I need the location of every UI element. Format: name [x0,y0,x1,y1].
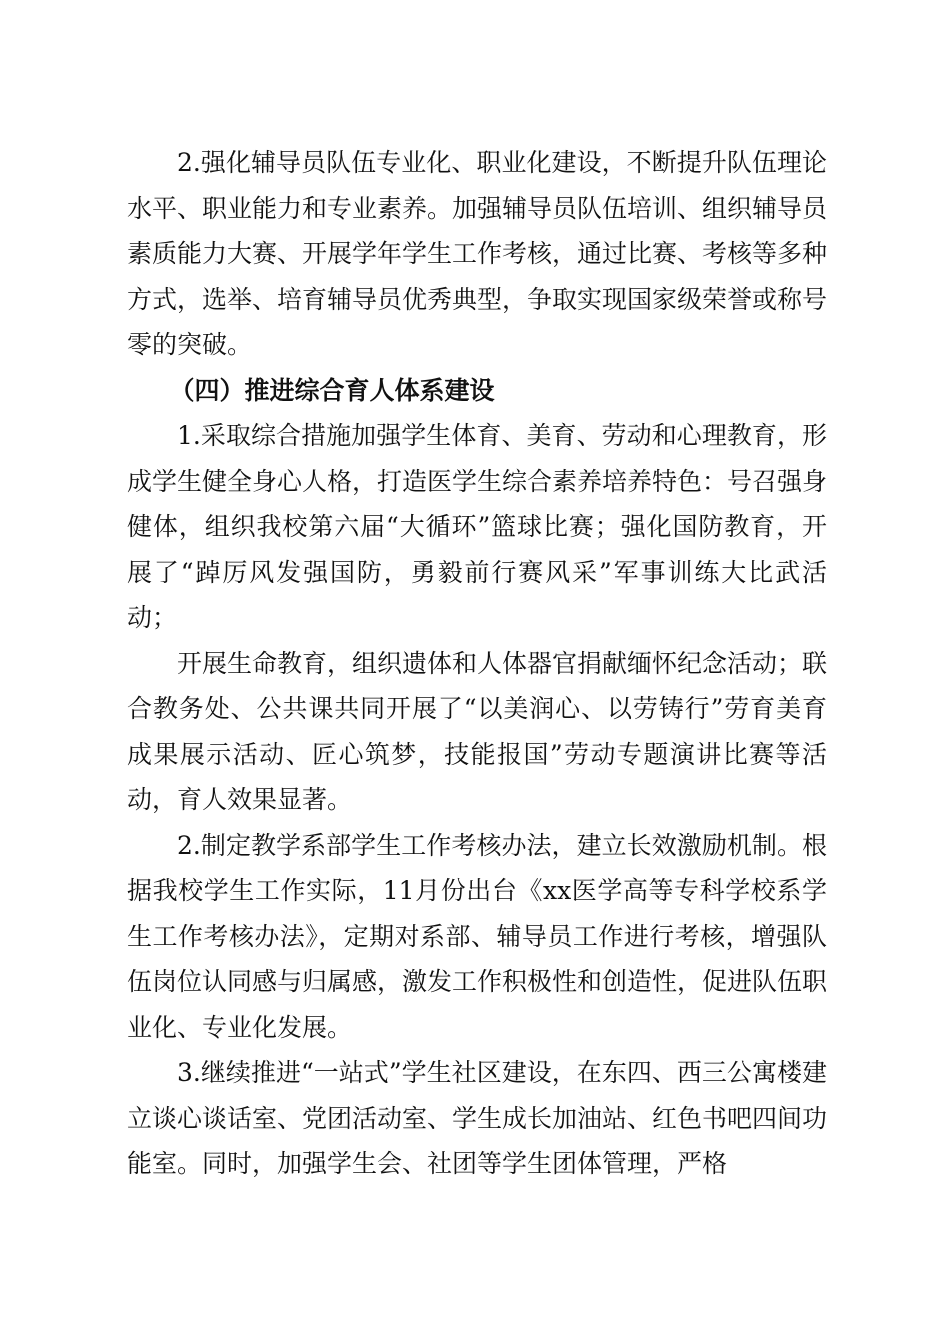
paragraph-life-education: 开展生命教育，组织遗体和人体器官捐献缅怀纪念活动；联合教务处、公共课共同开展了“以美润心、以劳铸行”劳育美育成果展示活动、匠心筑梦，技能报国”劳动专题演讲比赛等活动，育人效果显著。 [127,648,828,814]
paragraph-assessment-method: 2.制定教学系部学生工作考核办法，建立长效激励机制。根据我校学生工作实际，11月份出台《xx医学高等专科学校系学生工作考核办法》，定期对系部、辅导员工作进行考核，增强队伍岗位认同感与归属感，激发工作积极性和创造性，促进队伍职业化、专业化发展。 [127,830,828,1042]
document-body [127,140,827,1187]
paragraph-comprehensive-measures: 1.采取综合措施加强学生体育、美育、劳动和心理教育，形成学生健全身心人格，打造医学生综合素养培养特色：号召强身健体，组织我校第六届“大循环”篮球比赛；强化国防教育，开展了“踔厉风发强国防，勇毅前行赛风采”军事训练大比武活动； [127,421,828,632]
paragraph-counselor-team: 2.强化辅导员队伍专业化、职业化建设，不断提升队伍理论水平、职业能力和专业素养。加强辅导员队伍培训、组织辅导员素质能力大赛、开展学年学生工作考核，通过比赛、考核等多种方式，选举、培育辅导员优秀典型，争取实现国家级荣誉或称号零的突破。 [127,148,828,359]
section-heading-comprehensive-education: （四）推进综合育人体系建设 [169,375,495,405]
paragraph-student-community: 3.继续推进“一站式”学生社区建设，在东四、西三公寓楼建立谈心谈话室、党团活动室、学生成长加油站、红色书吧四间功能室。同时，加强学生会、社团等学生团体管理，严格 [127,1058,828,1178]
